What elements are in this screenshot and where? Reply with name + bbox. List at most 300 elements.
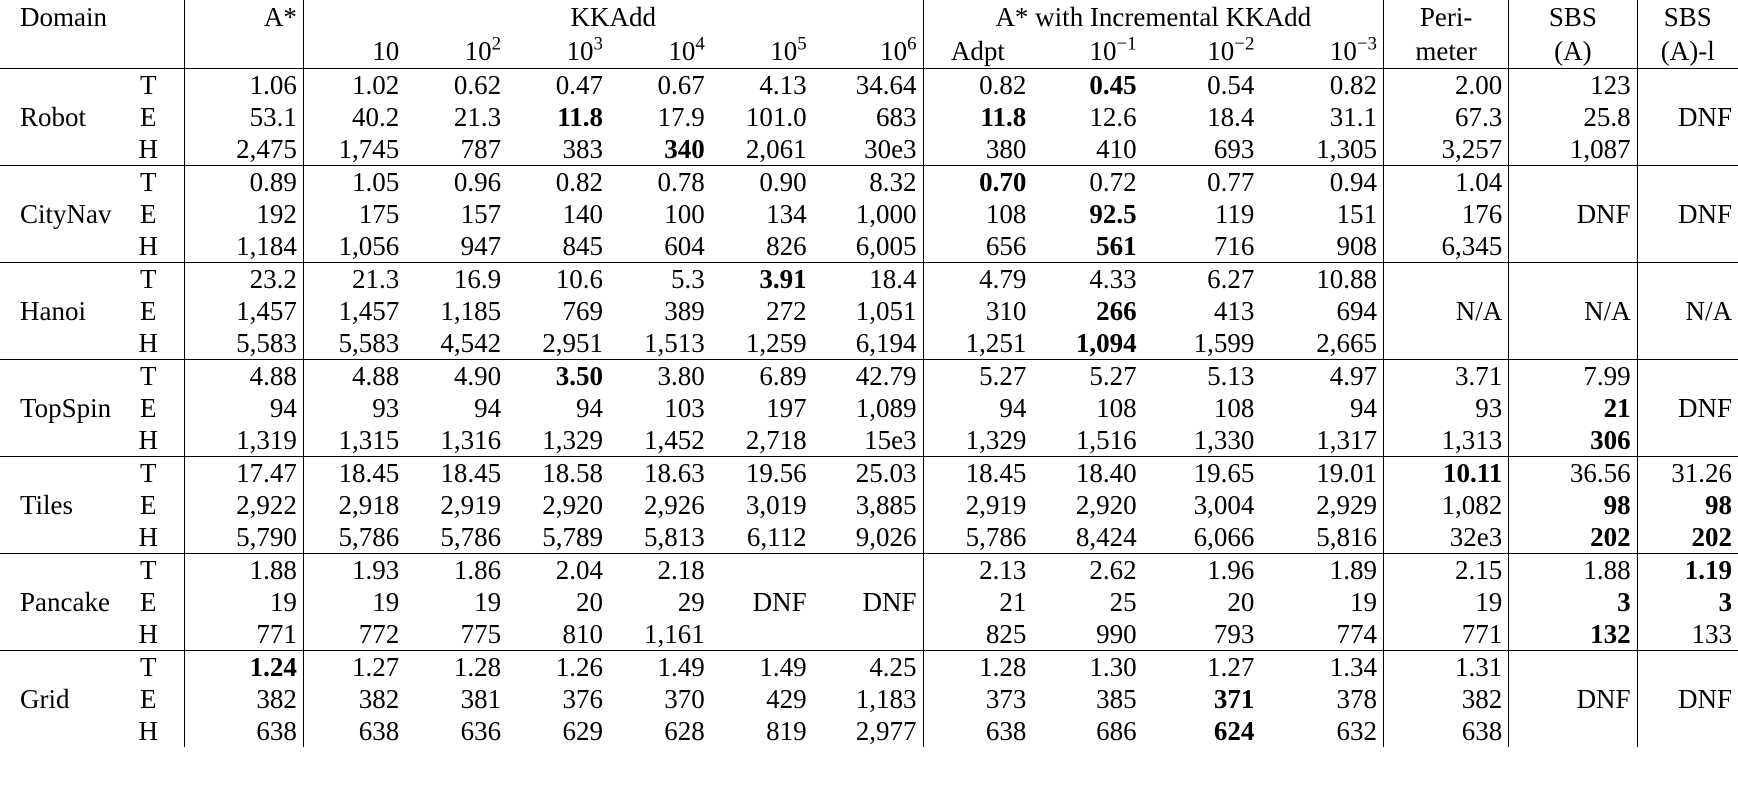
perimeter-cell (1384, 101, 1509, 133)
astar-cell (185, 230, 304, 263)
incremental-cell-value: 6,066 (1193, 522, 1255, 552)
header-inc-col-1 (1032, 34, 1142, 69)
kkadd-cell (813, 230, 923, 263)
incremental-cell-value: 413 (1213, 296, 1255, 326)
kkadd-dnf-cell: DNF (711, 554, 813, 651)
perimeter-cell (1384, 618, 1509, 651)
incremental-cell-value: 0.82 (979, 70, 1027, 100)
incremental-cell (1260, 521, 1383, 554)
kkadd-cell (507, 618, 609, 651)
kkadd-cell (609, 133, 711, 166)
incremental-cell (1032, 230, 1142, 263)
kkadd-cell (711, 715, 813, 747)
incremental-cell (1143, 69, 1261, 102)
sbs-cell-value: 132 (1590, 619, 1631, 649)
table-row (0, 521, 1738, 554)
perimeter-cell-value: 93 (1475, 393, 1503, 423)
header-sbsl-a: (A)-l (1660, 36, 1715, 66)
metric-label: H (112, 230, 184, 263)
kkadd-cell (303, 327, 405, 360)
kkadd-cell-value: 4.13 (759, 70, 807, 100)
kkadd-cell (405, 586, 507, 618)
incremental-cell-value: 1,599 (1193, 328, 1255, 358)
astar-cell-value: 94 (269, 393, 297, 423)
kkadd-cell (609, 166, 711, 199)
incremental-cell-value: 0.94 (1329, 167, 1378, 197)
kkadd-cell (507, 69, 609, 102)
kkadd-cell-value: 1,000 (855, 199, 917, 229)
astar-cell (185, 166, 304, 199)
kkadd-cell-value: 21.3 (352, 264, 400, 294)
kkadd-cell (813, 327, 923, 360)
kkadd-cell-value: 1,452 (644, 425, 705, 455)
astar-cell (185, 424, 304, 457)
kkadd-cell (405, 230, 507, 263)
incremental-cell (1260, 683, 1383, 715)
header-perimeter-line2: meter (1384, 34, 1509, 69)
kkadd-cell-value: 0.62 (453, 70, 502, 100)
kkadd-cell (507, 166, 609, 199)
header-inc-col-1-exponent: −1 (1116, 33, 1137, 55)
astar-cell (185, 101, 304, 133)
incremental-cell (1032, 715, 1142, 747)
kkadd-cell (609, 327, 711, 360)
kkadd-cell-value: 101.0 (745, 102, 807, 132)
metric-label: T (112, 166, 184, 199)
sbsl-cell (1637, 457, 1738, 490)
header-astar: A* (185, 0, 304, 34)
kkadd-cell (813, 715, 923, 747)
kkadd-cell (303, 133, 405, 166)
perimeter-cell-value: 2.15 (1454, 555, 1503, 585)
kkadd-cell-value: 0.67 (657, 70, 705, 100)
table-row (0, 392, 1738, 424)
table-row (0, 457, 1738, 490)
metric-label: E (112, 198, 184, 230)
metric-label: E (112, 101, 184, 133)
kkadd-cell (405, 166, 507, 199)
kkadd-cell-value: 636 (460, 716, 502, 746)
kkadd-cell-value: 1.49 (759, 652, 807, 682)
kkadd-cell-value: 4.25 (869, 652, 917, 682)
perimeter-cell-value: 1.31 (1454, 652, 1503, 682)
domain-name-robot: Robot (0, 69, 112, 166)
kkadd-cell (507, 327, 609, 360)
astar-cell-value: 2,475 (236, 134, 297, 164)
metric-label: E (112, 295, 184, 327)
astar-cell-value: 19 (269, 587, 297, 617)
perimeter-cell (1384, 166, 1509, 199)
incremental-cell-value: 20 (1227, 587, 1255, 617)
kkadd-cell (303, 651, 405, 684)
kkadd-cell (813, 489, 923, 521)
kkadd-cell-value: 2,061 (745, 134, 807, 164)
perimeter-cell-value: 1.04 (1454, 167, 1503, 197)
kkadd-cell-value: 19.56 (745, 458, 807, 488)
kkadd-cell (813, 683, 923, 715)
kkadd-cell-value: 29 (677, 587, 705, 617)
incremental-cell (1032, 101, 1142, 133)
incremental-cell-value: 1,094 (1075, 328, 1137, 358)
incremental-cell (923, 554, 1032, 587)
astar-cell-value: 192 (256, 199, 297, 229)
metric-label: T (112, 651, 184, 684)
incremental-cell (1143, 230, 1261, 263)
kkadd-cell (405, 327, 507, 360)
incremental-cell (1260, 133, 1383, 166)
kkadd-cell (405, 263, 507, 296)
header-inc-col-1-base: 10 (1089, 36, 1117, 66)
perimeter-cell (1384, 133, 1509, 166)
kkadd-cell-value: 18.45 (338, 458, 400, 488)
header-sbs-line1: SBS (1509, 0, 1637, 34)
incremental-cell (1143, 198, 1261, 230)
incremental-cell-value: 638 (985, 716, 1027, 746)
kkadd-cell-value: 383 (562, 134, 603, 164)
incremental-cell-value: 0.70 (979, 167, 1027, 197)
header-kkadd-col-3-exponent: 3 (593, 33, 603, 55)
table-row (0, 198, 1738, 230)
kkadd-cell-value: 18.4 (869, 264, 917, 294)
header-kkadd-col-2-exponent: 2 (491, 33, 502, 55)
incremental-cell-value: 151 (1336, 199, 1378, 229)
incremental-cell-value: 5.13 (1207, 361, 1255, 391)
kkadd-cell-value: 1,745 (338, 134, 400, 164)
header-kkadd-col-6-base: 10 (880, 36, 908, 66)
incremental-cell-value: 1,516 (1075, 425, 1137, 455)
astar-cell (185, 69, 304, 102)
header-kkadd-col-5-base: 10 (770, 36, 798, 66)
sbsl-merged-cell: DNF (1637, 360, 1738, 457)
kkadd-cell-value: 272 (766, 296, 807, 326)
incremental-cell-value: 0.54 (1207, 70, 1255, 100)
astar-cell (185, 360, 304, 393)
kkadd-cell (711, 230, 813, 263)
metric-label: E (112, 392, 184, 424)
kkadd-cell (507, 489, 609, 521)
astar-cell (185, 457, 304, 490)
kkadd-cell-value: 11.8 (557, 102, 603, 132)
kkadd-cell-value: 140 (562, 199, 603, 229)
kkadd-cell (303, 554, 405, 587)
sbsl-cell-value: 98 (1705, 490, 1732, 520)
incremental-cell-value: 2.62 (1089, 555, 1137, 585)
kkadd-cell-value: 134 (766, 199, 807, 229)
incremental-cell (923, 489, 1032, 521)
incremental-cell (923, 360, 1032, 393)
kkadd-cell-value: 6.89 (759, 361, 807, 391)
kkadd-cell (405, 683, 507, 715)
incremental-cell (1260, 101, 1383, 133)
kkadd-cell-value: 376 (562, 684, 603, 714)
incremental-cell-value: 908 (1336, 231, 1378, 261)
incremental-cell (1260, 457, 1383, 490)
kkadd-cell-value: 1,161 (644, 619, 705, 649)
kkadd-cell (609, 457, 711, 490)
kkadd-cell-value: 94 (575, 393, 603, 423)
kkadd-cell (303, 715, 405, 747)
incremental-cell (1143, 489, 1261, 521)
perimeter-cell-value: 771 (1461, 619, 1503, 649)
kkadd-cell (609, 424, 711, 457)
astar-cell-value: 23.2 (249, 264, 297, 294)
kkadd-cell-value: 42.79 (855, 361, 917, 391)
perimeter-cell (1384, 715, 1509, 747)
sbsl-merged-cell: DNF (1637, 166, 1738, 263)
incremental-cell (1032, 424, 1142, 457)
kkadd-cell-value: 370 (664, 684, 705, 714)
sbs-cell-value: 202 (1590, 522, 1631, 552)
incremental-cell-value: 1,329 (965, 425, 1027, 455)
kkadd-cell (711, 166, 813, 199)
kkadd-cell-value: 0.90 (759, 167, 807, 197)
incremental-cell (1143, 133, 1261, 166)
incremental-cell-value: 686 (1096, 716, 1137, 746)
sbs-cell (1509, 489, 1637, 521)
incremental-cell-value: 19 (1350, 587, 1378, 617)
incremental-cell-value: 1.28 (979, 652, 1027, 682)
astar-cell-value: 382 (256, 684, 297, 714)
incremental-cell-value: 5.27 (1089, 361, 1137, 391)
kkadd-cell (303, 586, 405, 618)
sbs-cell-value: 1.88 (1583, 555, 1631, 585)
sbs-cell-value: 3 (1617, 587, 1631, 617)
kkadd-cell-value: 3.80 (657, 361, 705, 391)
incremental-cell-value: 378 (1336, 684, 1378, 714)
kkadd-cell (303, 457, 405, 490)
sbs-cell (1509, 521, 1637, 554)
incremental-cell (1260, 651, 1383, 684)
astar-cell (185, 295, 304, 327)
incremental-cell (1260, 263, 1383, 296)
header-kkadd: KKAdd (303, 0, 923, 34)
kkadd-cell-value: 1,089 (855, 393, 917, 423)
sbs-cell-value: 7.99 (1583, 361, 1631, 391)
astar-cell-value: 1.24 (249, 652, 297, 682)
kkadd-cell (609, 651, 711, 684)
sbsl-cell-value: 1.19 (1684, 555, 1732, 585)
incremental-cell-value: 1.30 (1089, 652, 1137, 682)
sbsl-cell (1637, 521, 1738, 554)
incremental-cell-value: 21 (999, 587, 1027, 617)
incremental-cell-value: 1,317 (1316, 425, 1378, 455)
kkadd-cell (507, 101, 609, 133)
kkadd-cell-value: 3,885 (855, 490, 917, 520)
kkadd-cell-value: 19 (474, 587, 502, 617)
kkadd-cell-value: 1,316 (440, 425, 502, 455)
kkadd-cell (609, 618, 711, 651)
incremental-cell-value: 94 (999, 393, 1027, 423)
perimeter-cell-value: 382 (1461, 684, 1503, 714)
astar-cell (185, 618, 304, 651)
kkadd-cell-value: 4.88 (352, 361, 400, 391)
incremental-cell (923, 651, 1032, 684)
incremental-cell (1143, 651, 1261, 684)
incremental-cell-value: 1.89 (1329, 555, 1378, 585)
kkadd-cell (609, 392, 711, 424)
header-kkadd-col-1 (303, 34, 405, 69)
kkadd-cell-value: 5,786 (338, 522, 400, 552)
kkadd-cell-value: 826 (766, 231, 807, 261)
astar-cell-value: 2,922 (236, 490, 297, 520)
perimeter-cell (1384, 198, 1509, 230)
kkadd-cell-value: 2,977 (855, 716, 917, 746)
kkadd-cell (507, 263, 609, 296)
incremental-cell-value: 793 (1213, 619, 1255, 649)
header-inc-col-3-base: 10 (1329, 36, 1357, 66)
kkadd-cell (813, 101, 923, 133)
incremental-cell-value: 4.79 (979, 264, 1027, 294)
header-inc-col-2-base: 10 (1207, 36, 1235, 66)
metric-label: H (112, 618, 184, 651)
incremental-cell (1032, 489, 1142, 521)
incremental-cell-value: 694 (1336, 296, 1378, 326)
header-inc-col-2-exponent: −2 (1234, 33, 1255, 55)
incremental-cell (1260, 715, 1383, 747)
kkadd-cell (405, 360, 507, 393)
kkadd-cell (405, 101, 507, 133)
incremental-cell-value: 4.97 (1329, 361, 1378, 391)
domain-name-citynav: CityNav (0, 166, 112, 263)
incremental-cell (1143, 618, 1261, 651)
kkadd-cell-value: 16.9 (453, 264, 502, 294)
kkadd-cell-value: 175 (358, 199, 400, 229)
perimeter-cell (1384, 392, 1509, 424)
incremental-cell-value: 561 (1096, 231, 1137, 261)
astar-cell (185, 133, 304, 166)
incremental-cell (1032, 683, 1142, 715)
kkadd-cell (507, 651, 609, 684)
kkadd-cell-value: 4,542 (440, 328, 502, 358)
table-row (0, 683, 1738, 715)
sbs-cell (1509, 554, 1637, 587)
kkadd-cell-value: 1.05 (352, 167, 400, 197)
sbsl-cell (1637, 586, 1738, 618)
incremental-cell-value: 371 (1213, 684, 1255, 714)
kkadd-cell (609, 360, 711, 393)
incremental-cell-value: 825 (985, 619, 1027, 649)
sbsl-cell (1637, 489, 1738, 521)
kkadd-dnf-cell: DNF (813, 554, 923, 651)
kkadd-cell (303, 489, 405, 521)
perimeter-na-cell: N/A (1384, 263, 1509, 360)
kkadd-cell-value: 845 (562, 231, 603, 261)
kkadd-cell (303, 101, 405, 133)
kkadd-cell (303, 392, 405, 424)
astar-cell (185, 586, 304, 618)
astar-cell-value: 0.89 (249, 167, 297, 197)
perimeter-cell-value: 1,313 (1441, 425, 1503, 455)
perimeter-cell-value: 6,345 (1441, 231, 1503, 261)
header-inc-col-3-exponent: −3 (1356, 33, 1378, 55)
incremental-cell-value: 716 (1213, 231, 1255, 261)
incremental-cell (1143, 392, 1261, 424)
kkadd-cell-value: 6,112 (746, 522, 807, 552)
sbsl-cell-value: 31.26 (1671, 458, 1732, 488)
astar-cell-value: 4.88 (249, 361, 297, 391)
kkadd-cell-value: 2,718 (745, 425, 807, 455)
perimeter-cell (1384, 360, 1509, 393)
table-body (0, 69, 1738, 748)
incremental-cell-value: 108 (1213, 393, 1255, 423)
kkadd-cell (405, 521, 507, 554)
incremental-cell (1032, 521, 1142, 554)
incremental-cell (1143, 101, 1261, 133)
perimeter-cell-value: 32e3 (1449, 522, 1503, 552)
kkadd-cell (405, 198, 507, 230)
incremental-cell (1260, 360, 1383, 393)
header-kkadd-col-5-exponent: 5 (797, 33, 807, 55)
incremental-cell-value: 5.27 (979, 361, 1027, 391)
incremental-cell (1032, 651, 1142, 684)
kkadd-cell (507, 392, 609, 424)
table-row (0, 101, 1738, 133)
kkadd-cell (303, 521, 405, 554)
kkadd-cell (507, 133, 609, 166)
kkadd-cell-value: 1.27 (352, 652, 400, 682)
kkadd-cell (813, 133, 923, 166)
incremental-cell (1032, 392, 1142, 424)
table-row (0, 133, 1738, 166)
astar-cell-value: 5,790 (236, 522, 297, 552)
kkadd-cell (609, 230, 711, 263)
kkadd-cell-value: 1,185 (440, 296, 502, 326)
kkadd-cell (507, 424, 609, 457)
incremental-cell-value: 8,424 (1075, 522, 1137, 552)
incremental-cell-value: 266 (1096, 296, 1137, 326)
header-inc-col-3 (1260, 34, 1383, 69)
perimeter-cell-value: 638 (1461, 716, 1503, 746)
domain-name-tiles: Tiles (0, 457, 112, 554)
header-kkadd-col-2-base: 10 (464, 36, 492, 66)
incremental-cell-value: 990 (1096, 619, 1137, 649)
incremental-cell (1260, 618, 1383, 651)
incremental-cell-value: 25 (1109, 587, 1137, 617)
astar-cell-value: 17.47 (236, 458, 297, 488)
incremental-cell (923, 198, 1032, 230)
kkadd-cell-value: 93 (372, 393, 400, 423)
metric-label: H (112, 521, 184, 554)
sbs-cell (1509, 392, 1637, 424)
incremental-cell-value: 310 (985, 296, 1027, 326)
kkadd-cell (405, 295, 507, 327)
astar-cell (185, 651, 304, 684)
incremental-cell (1143, 295, 1261, 327)
kkadd-cell (405, 618, 507, 651)
kkadd-cell-value: 6,194 (855, 328, 917, 358)
header-kkadd-col-6 (813, 34, 923, 69)
header-kkadd-col-1-base: 10 (372, 36, 400, 66)
kkadd-cell (711, 651, 813, 684)
kkadd-cell (711, 327, 813, 360)
kkadd-cell (711, 424, 813, 457)
kkadd-cell (303, 683, 405, 715)
header-sbsl-line1: SBS (1663, 2, 1712, 32)
kkadd-cell (405, 392, 507, 424)
sbsl-cell-value: 3 (1718, 587, 1732, 617)
metric-label: E (112, 489, 184, 521)
sbs-cell (1509, 69, 1637, 102)
header-incremental: A* with Incremental KKAdd (923, 0, 1383, 34)
table-row (0, 651, 1738, 684)
kkadd-cell-value: 1,329 (542, 425, 603, 455)
sbs-merged-cell: DNF (1509, 166, 1637, 263)
header-blank-domain (0, 34, 185, 69)
domain-name-pancake: Pancake (0, 554, 112, 651)
kkadd-cell (711, 198, 813, 230)
perimeter-cell (1384, 230, 1509, 263)
kkadd-cell-value: 3,019 (745, 490, 807, 520)
